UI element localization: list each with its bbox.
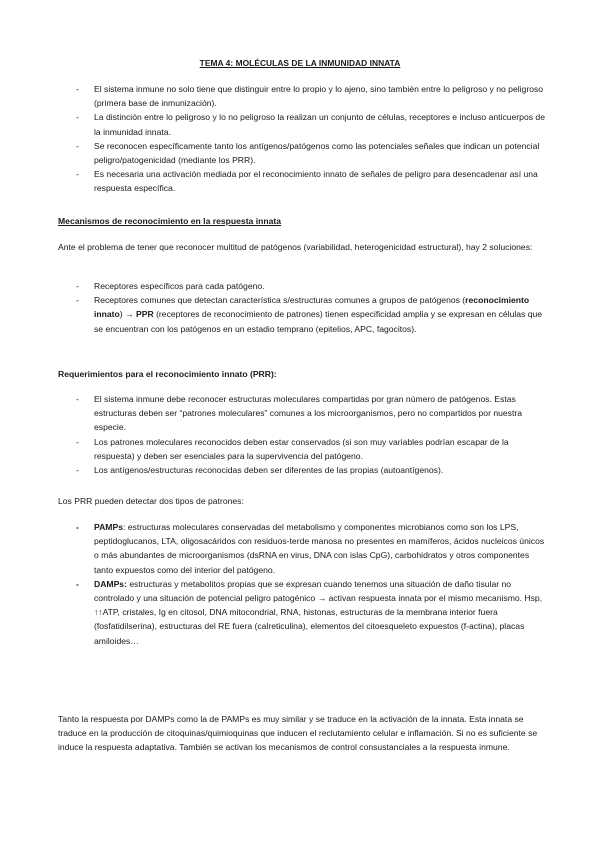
list-item xyxy=(58,279,548,293)
section-heading-text: Requerimientos para el reconocimiento innato (PRR): xyxy=(58,369,277,379)
list-item-text: Receptores comunes que detectan característica s/estructuras comunes a grupos de patógenos ( xyxy=(94,295,466,306)
dash-marker: - xyxy=(76,436,79,447)
bold-term: reconocimiento innato xyxy=(94,295,530,320)
list-item-text: Los antígenos/estructuras reconocidas deben ser diferentes de las propias (autoantígenos). xyxy=(94,465,444,476)
section-heading-requerimientos xyxy=(58,367,548,381)
dash-marker: - xyxy=(76,394,79,404)
dash-marker: - xyxy=(76,522,79,532)
list-item-text: Receptores específicos para cada patógeno. xyxy=(94,281,265,291)
paragraph-text: Los PRR pueden detectar dos tipos de patrones: xyxy=(58,496,244,506)
list-item-damps xyxy=(58,577,548,648)
patterns-list-block xyxy=(58,520,548,648)
patterns-list xyxy=(58,520,548,648)
list-item-pamps xyxy=(58,520,548,577)
closing-paragraph xyxy=(58,712,548,755)
section2-list-block xyxy=(58,392,548,477)
intro-list xyxy=(58,82,548,196)
dash-marker: - xyxy=(76,295,79,306)
dash-marker: - xyxy=(76,169,79,180)
list-item xyxy=(58,392,548,435)
list-item xyxy=(58,293,548,336)
requirements-list xyxy=(58,392,548,477)
dash-marker: - xyxy=(76,578,79,589)
bold-term: PAMPs xyxy=(94,522,123,532)
dash-marker: - xyxy=(76,140,79,151)
list-item xyxy=(58,82,548,110)
section-heading-text: Mecanismos de reconocimiento en la respuesta innata xyxy=(58,216,282,226)
paragraph-text: Tanto la respuesta por DAMPs como la de PAMPs es muy similar y se traduce en la activación de la innata. Esta innata se traduce en la producción de citoquinas/quimioquinas que inducen el reclutamiento celular e inflamación. Si no es suficiente se induce la respuesta adaptativa. También se activan los mecanismos de control consustanciales a la respuesta inmune. xyxy=(58,714,538,753)
dash-marker: - xyxy=(76,281,79,291)
list-item-text: : estructuras moleculares conservadas del metabolismo y componentes microbianos como son los LPS, peptidoglucanos, LTA, oligosacáridos con residuos-terde manosa no presentes en mamíferos, ácidos nucleicos únicos o más abundantes de microorganismos (dsRNA en virus, DNA con islas CpG), carbohidratos y otros componentes tanto expuestos como del interior del patógeno. xyxy=(94,522,545,575)
arrow-text: ) → xyxy=(119,309,137,320)
section1-paragraph xyxy=(58,240,548,254)
list-item-text: La distinción entre lo peligroso y lo no peligroso la realizan un conjunto de células, receptores e incluso anticuerpos de la inmunidad innata. xyxy=(94,112,545,137)
section2-paragraph xyxy=(58,494,548,508)
list-item-text: El sistema inmune no solo tiene que distinguir entre lo propio y lo ajeno, sino también entre lo peligroso y no peligroso (primera base de inmunización). xyxy=(94,84,544,109)
dash-marker: - xyxy=(76,112,79,123)
intro-list-block xyxy=(58,82,548,196)
bold-term: PPR xyxy=(136,309,154,320)
list-item xyxy=(58,139,548,167)
list-item-text: Es necesaria una activación mediada por el reconocimiento innato de señales de peligro para desencadenar así una respuesta específica. xyxy=(94,169,538,194)
dash-marker: - xyxy=(76,84,79,94)
dash-marker: - xyxy=(76,465,79,476)
list-item-text: El sistema inmune debe reconocer estructuras moleculares compartidas por gran número de patógenos. Estas estructuras deben ser “patrones moleculares” comunes a los microorganismos, pero no compartidos por nuestra especie. xyxy=(94,394,522,433)
list-item xyxy=(58,435,548,463)
list-item-text: (receptores de reconocimiento de patrones) tienen especificidad amplia y se expresan en células que se encuentran con los patógenos en un estadio temprano (epitelios, APC, fagocitos). xyxy=(94,309,543,334)
bold-term: DAMPs: xyxy=(94,578,127,589)
solutions-list xyxy=(58,279,548,336)
list-item xyxy=(58,463,548,477)
list-item xyxy=(58,110,548,138)
list-item-text: Los patrones moleculares reconocidos deben estar conservados (si son muy variables podrían escapar de la respuesta) y deben ser esenciales para la supervivencia del patógeno. xyxy=(94,436,509,461)
section-heading-mecanismos xyxy=(58,214,548,228)
list-item xyxy=(58,167,548,195)
section1-list-block xyxy=(58,279,548,336)
list-item-text: Se reconocen específicamente tanto los antígenos/patógenos como las potenciales señales que indican un potencial peligro/patogenicidad (mediante los PRR). xyxy=(94,140,540,166)
paragraph-text: Ante el problema de tener que reconocer multitud de patógenos (variabilidad, heterogenicidad estructural), hay 2 soluciones: xyxy=(58,242,533,252)
page-title: TEMA 4: MOLÉCULAS DE LA INMUNIDAD INNATA xyxy=(199,58,401,68)
list-item-text: estructuras y metabolitos propias que se expresan cuando tenemos una situación de daño tisular no controlado y una situación de potencial peligro patogénico → activan respuesta innata por el mismo mecanismo. Hsp, ↑↑ATP, cristales, Ig en citosol, DNA mitocondrial, RNA, histonas, estructuras de la membrana interior fuera (fosfatidilserina), estructuras del RE fuera (calreticulina), elementos del citoesqueleto expuestos (f-actina), placas amiloides… xyxy=(94,578,543,646)
